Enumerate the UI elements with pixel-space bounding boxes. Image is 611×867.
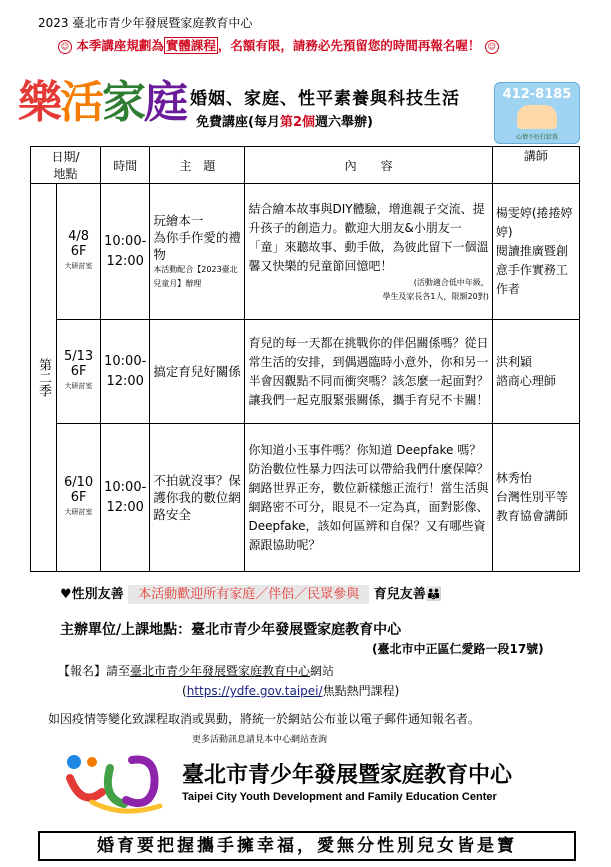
address-line: (臺北市中正區仁愛路一段17號) bbox=[372, 642, 544, 656]
session-time: 10:00- 12:00 bbox=[101, 424, 150, 572]
header-speaker: 講師 bbox=[492, 147, 579, 184]
heart-icon: ♥ bbox=[60, 587, 72, 602]
more-info: 更多活動訊息請見本中心網站查詢 bbox=[192, 735, 328, 745]
center-name-en: Taipei City Youth Development and Family Education Center bbox=[182, 791, 497, 803]
session-date: 4/8 6F 大研討室 bbox=[57, 184, 101, 320]
session-topic: 玩繪本一 為你手作愛的禮物 本活動配合【2023臺北兒童月】辦理 bbox=[150, 184, 245, 320]
org-year-title: 2023 臺北市青少年發展暨家庭教育中心 bbox=[38, 16, 253, 30]
header-time: 時間 bbox=[101, 147, 150, 184]
hotline-number: 412-8185 bbox=[502, 87, 572, 102]
covid-notice: 如因疫情等變化致課程取消或異動，將統一於網站公布並以電子郵件通知報名者。 bbox=[48, 712, 481, 726]
smiley-icon: ☺ bbox=[58, 40, 72, 54]
season-label: 第二季 bbox=[31, 184, 57, 572]
series-title: 婚姻、家庭、性平素養與科技生活 bbox=[190, 89, 460, 109]
session-topic: 搞定育兒好關係 bbox=[150, 320, 245, 424]
session-content: 結合繪本故事與DIY體驗，增進親子交流、提升孩子的創造力。歡迎大朋友&小朋友一「童」來聽故事、動手做，為彼此留下一個溫馨又快樂的兒童節回憶吧！ (活動適合低中年級， 學生及家長各1人，限額20對) bbox=[245, 184, 492, 320]
free-lecture-line: 免費講座(每月第2個週六舉辦) bbox=[196, 115, 373, 130]
session-topic: 不拍就沒事？保護你我的數位網路安全 bbox=[150, 424, 245, 572]
hotline-badge bbox=[494, 82, 580, 144]
welcome-band: 本活動歡迎所有家庭／伴侶／民眾參與 bbox=[128, 585, 369, 604]
family-icon: 👪 bbox=[425, 587, 442, 602]
schedule-table bbox=[30, 146, 580, 572]
session-date: 6/10 6F 大研討室 bbox=[57, 424, 101, 572]
notice-text: 本季講座規劃為 bbox=[76, 38, 164, 53]
lohas-family-logo: 樂活家庭 bbox=[18, 77, 186, 128]
website-url-link[interactable]: https://ydfe.gov.taipei/ bbox=[186, 684, 323, 698]
center-website-link[interactable]: 臺北市青少年發展暨家庭教育中心 bbox=[130, 664, 311, 678]
notice-boxed-text: 實體課程 bbox=[165, 38, 216, 53]
center-name-zh: 臺北市青少年發展暨家庭教育中心 bbox=[182, 763, 513, 788]
url-line: (https://ydfe.gov.taipei/焦點熱門課程) bbox=[182, 684, 400, 698]
center-logo-icon bbox=[62, 748, 167, 818]
session-date: 5/13 6F 大研討室 bbox=[57, 320, 101, 424]
table-row bbox=[31, 184, 580, 320]
session-speaker: 洪利穎 諮商心理師 bbox=[492, 320, 579, 424]
gender-friendly-label: 性別友善 bbox=[71, 587, 124, 602]
signup-line: 【報名】請至臺北市青少年發展暨家庭教育中心網站 bbox=[58, 664, 335, 678]
session-content: 你知道小玉事件嗎？你知道 Deepfake 嗎？防治數位性暴力四法可以帶給我們什麼保障？ 網路世界正夯，數位新樣態正流行！當生活與網路密不可分，眼見不一定為真，面對影像、Deepfake，該如何區辨和自保？又有哪些資源跟協助呢？ bbox=[245, 424, 492, 572]
smiley-icon: ☺ bbox=[485, 40, 499, 54]
table-row bbox=[31, 424, 580, 572]
session-content: 育兒的每一天都在挑戰你的伴侶關係嗎？從日常生活的安排，到偶遇臨時小意外，你和另一半會因觀點不同而衝突嗎？該怎麼一起面對？讓我們一起克服緊張關係，攜手育兒不卡關！ bbox=[245, 320, 492, 424]
session-speaker: 林秀怡 台灣性別平等教育協會講師 bbox=[492, 424, 579, 572]
table-header-row bbox=[31, 147, 580, 184]
header-topic: 主 題 bbox=[150, 147, 245, 184]
notice-text-tail: ，名額有限，請務必先預留您的時間再報名喔！ bbox=[217, 38, 481, 53]
child-illustration-icon bbox=[517, 105, 557, 129]
friendly-banner bbox=[60, 583, 442, 602]
slogan-box: 婚育要把握攜手擁幸福，愛無分性別兒女皆是寶 bbox=[38, 831, 576, 861]
parenting-friendly-label: 育兒友善 bbox=[373, 587, 426, 602]
organizer-line: 主辦單位/上課地點：臺北市青少年發展暨家庭教育中心 bbox=[60, 622, 402, 638]
registration-notice bbox=[58, 36, 499, 54]
week-highlight: 第2個 bbox=[279, 115, 315, 130]
header-date: 日期/ 地點 bbox=[31, 147, 101, 184]
header-content: 內 容 bbox=[245, 147, 492, 184]
session-time: 10:00- 12:00 bbox=[101, 184, 150, 320]
session-time: 10:00- 12:00 bbox=[101, 320, 150, 424]
table-row bbox=[31, 320, 580, 424]
hotline-caption: 心情不好打給我 bbox=[515, 134, 558, 141]
session-speaker: 楊雯婷(捲捲婷婷) 閱讀推廣暨創意手作實務工作者 bbox=[492, 184, 579, 320]
